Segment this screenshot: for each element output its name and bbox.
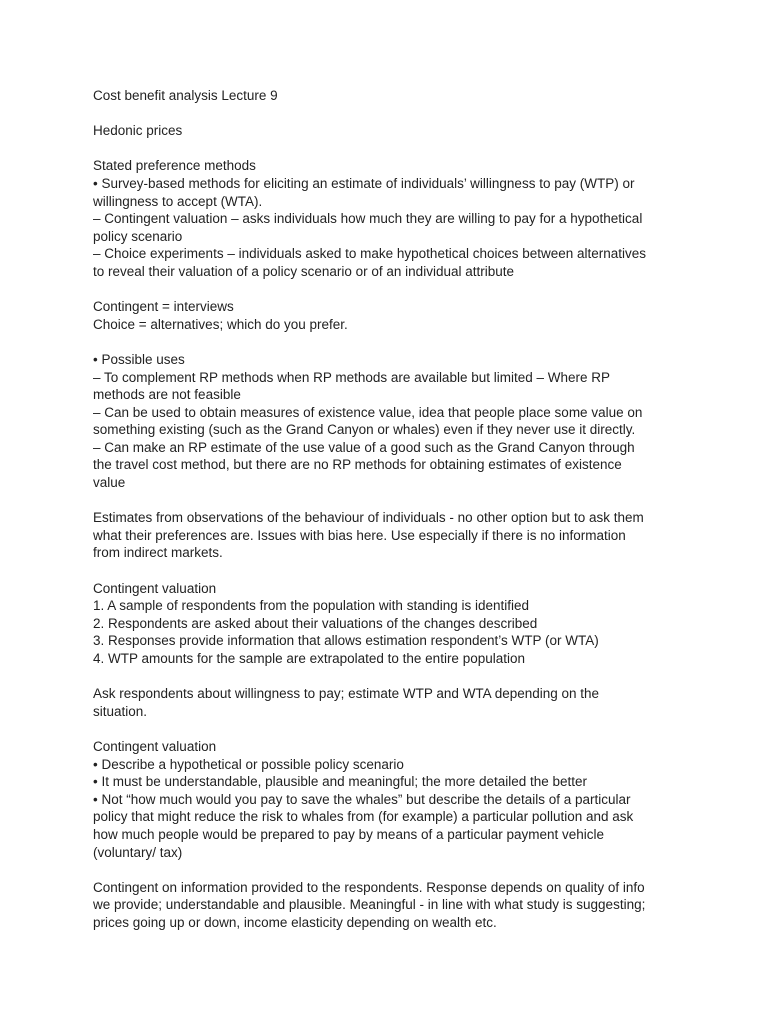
text-line: value bbox=[93, 475, 126, 491]
text-line: – Can be used to obtain measures of existence value, idea that people place some value on bbox=[93, 404, 643, 420]
blank-line bbox=[93, 281, 693, 299]
blank-line bbox=[93, 668, 693, 686]
text-line: • Survey-based methods for eliciting an estimate of individuals’ willingness to pay (WTP) or bbox=[93, 175, 635, 191]
text-line: Cost benefit analysis Lecture 9 bbox=[93, 88, 278, 103]
text-line: – Can make an RP estimate of the use value of a good such as the Grand Canyon through bbox=[93, 439, 635, 455]
text-line: 2. Respondents are asked about their valuations of the changes described bbox=[93, 615, 538, 631]
text-line: Stated preference methods bbox=[93, 158, 256, 174]
text-line: situation. bbox=[93, 703, 148, 719]
text-line: – To complement RP methods when RP methods are available but limited – Where RP bbox=[93, 369, 611, 385]
blank-line bbox=[93, 105, 693, 123]
text-line: how much people would be prepared to pay by means of a particular payment vehicle bbox=[93, 826, 605, 842]
text-line: Estimates from observations of the behaviour of individuals - no other option but to ask them bbox=[93, 510, 644, 526]
text-line: from indirect markets. bbox=[93, 545, 223, 561]
blank-line bbox=[93, 492, 693, 510]
text-line: methods are not feasible bbox=[93, 387, 241, 403]
blank-line bbox=[93, 861, 693, 879]
text-line: Ask respondents about willingness to pay; estimate WTP and WTA depending on the bbox=[93, 686, 600, 702]
text-line: – Choice experiments – individuals asked to make hypothetical choices between alternatives bbox=[93, 246, 647, 262]
text-line: to reveal their valuation of a policy scenario or of an individual attribute bbox=[93, 263, 514, 279]
document-page bbox=[93, 87, 693, 932]
text-line: • It must be understandable, plausible and meaningful; the more detailed the better bbox=[93, 774, 588, 790]
blank-line bbox=[93, 562, 693, 580]
text-line: 1. A sample of respondents from the population with standing is identified bbox=[93, 598, 530, 614]
text-line: 3. Responses provide information that allows estimation respondent’s WTP (or WTA) bbox=[93, 633, 599, 649]
text-line: prices going up or down, income elasticity depending on wealth etc. bbox=[93, 914, 497, 930]
text-line: Contingent valuation bbox=[93, 738, 217, 754]
text-line: 4. WTP amounts for the sample are extrapolated to the entire population bbox=[93, 651, 525, 666]
text-line: Contingent = interviews bbox=[93, 299, 234, 315]
text-line: we provide; understandable and plausible. Meaningful - in line with what study is suggesting; bbox=[93, 897, 646, 913]
blank-line bbox=[93, 720, 693, 738]
text-line: policy scenario bbox=[93, 228, 183, 244]
text-line: Choice = alternatives; which do you prefer. bbox=[93, 316, 348, 332]
text-line: the travel cost method, but there are no RP methods for obtaining estimates of existence bbox=[93, 457, 622, 473]
text-line: Hedonic prices bbox=[93, 123, 183, 139]
text-line: (voluntary/ tax) bbox=[93, 844, 183, 860]
blank-line bbox=[93, 333, 693, 351]
text-line: something existing (such as the Grand Canyon or whales) even if they never use it directly. bbox=[93, 422, 636, 438]
text-line: policy that might reduce the risk to whales from (for example) a particular pollution and ask bbox=[93, 809, 634, 825]
text-line: willingness to accept (WTA). bbox=[93, 193, 263, 209]
text-line: • Not “how much would you pay to save the whales” but describe the details of a particular bbox=[93, 791, 631, 807]
text-line: – Contingent valuation – asks individuals how much they are willing to pay for a hypothetical bbox=[93, 211, 643, 227]
text-line: • Describe a hypothetical or possible policy scenario bbox=[93, 756, 404, 772]
text-line: what their preferences are. Issues with bias here. Use especially if there is no information bbox=[93, 527, 626, 543]
text-line: • Possible uses bbox=[93, 351, 185, 367]
text-line: Contingent on information provided to the respondents. Response depends on quality of info bbox=[93, 879, 645, 895]
blank-line bbox=[93, 140, 693, 158]
text-line: Contingent valuation bbox=[93, 580, 217, 596]
